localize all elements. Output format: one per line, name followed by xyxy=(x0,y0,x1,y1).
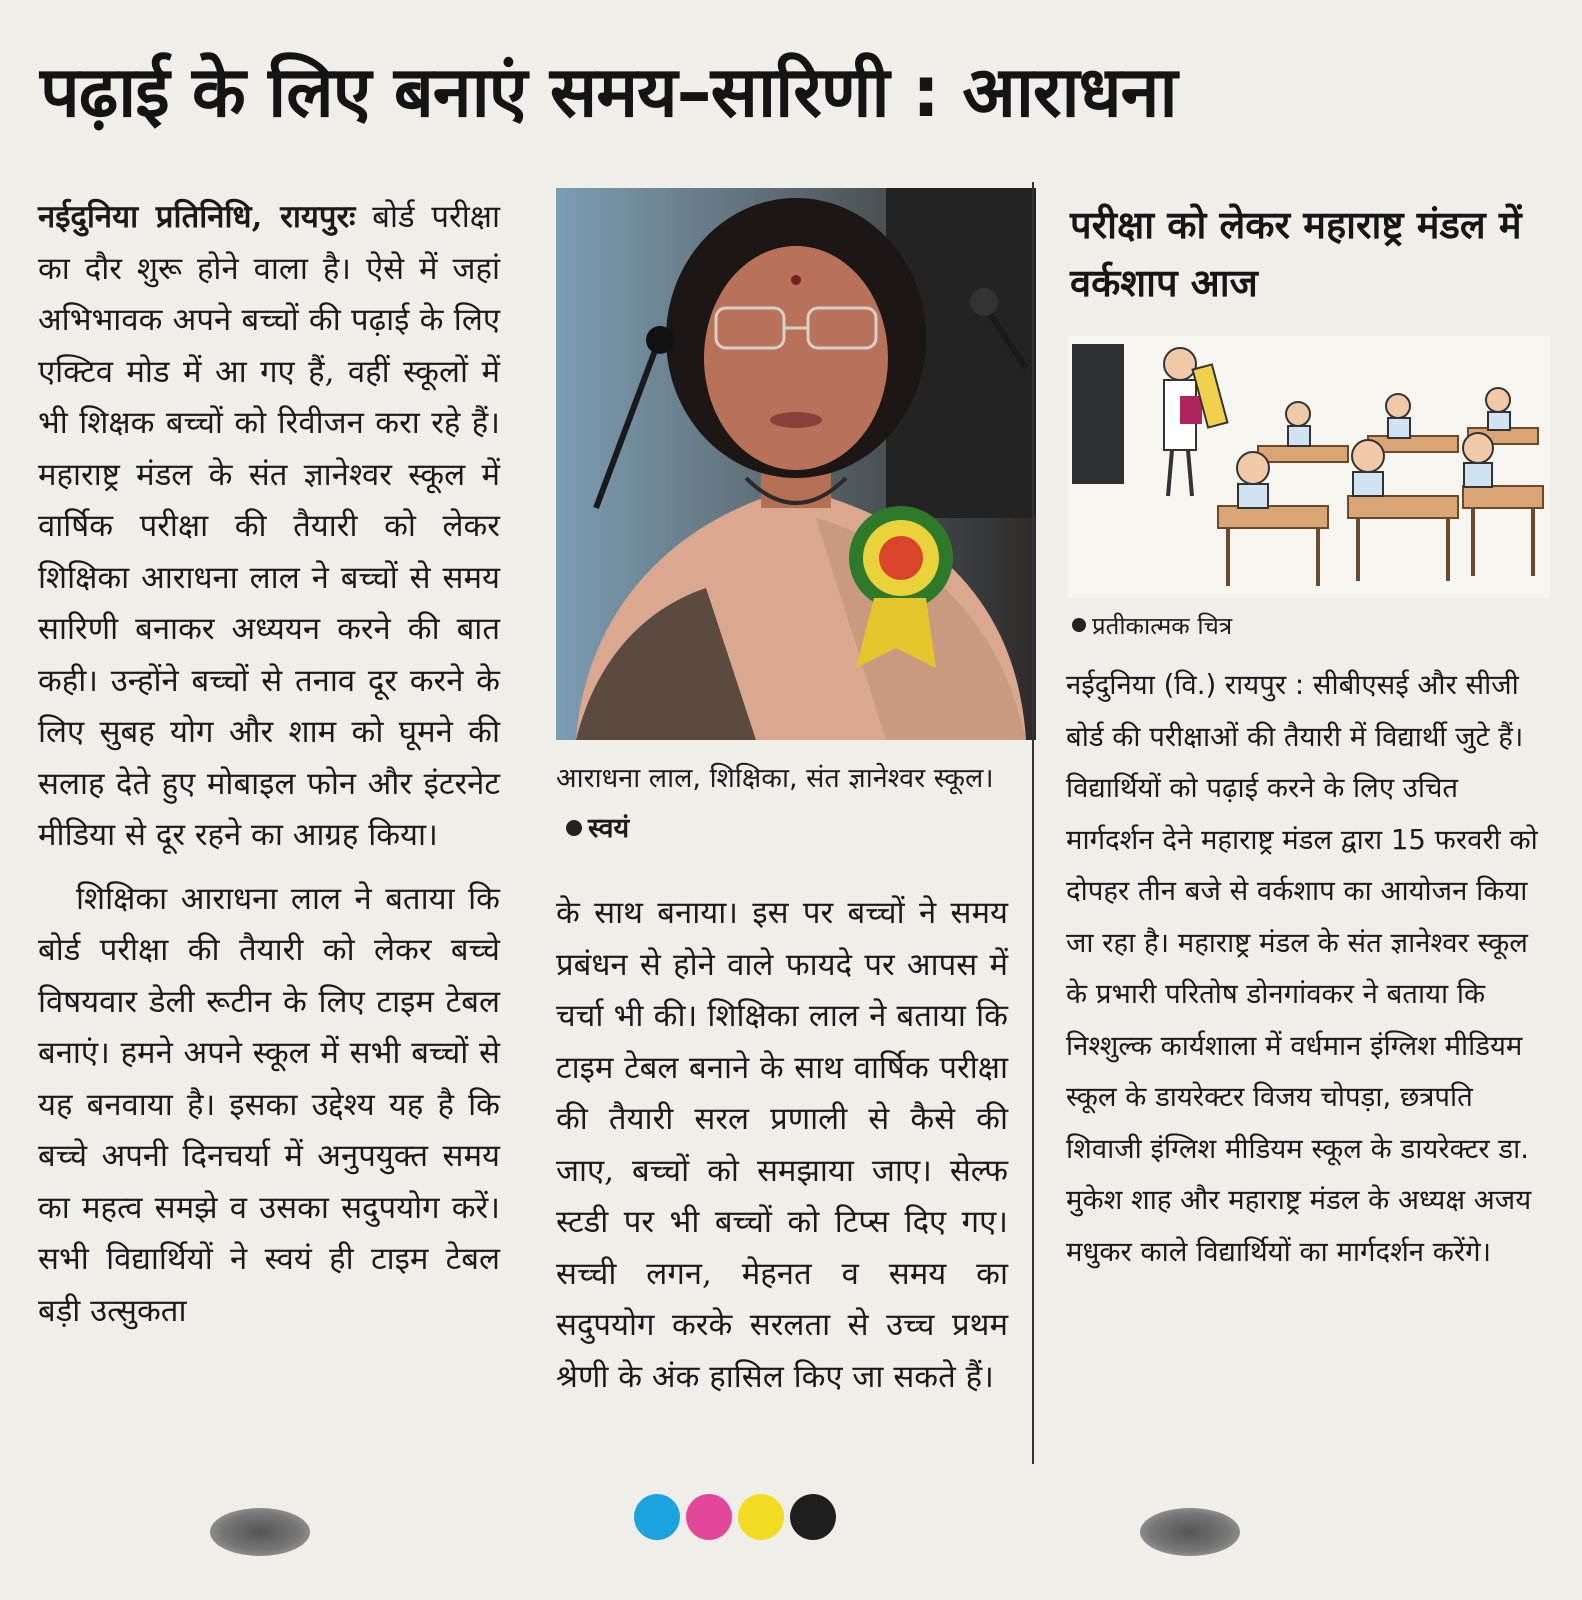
black-registration-mark xyxy=(790,1494,836,1540)
yellow-registration-mark xyxy=(738,1494,784,1540)
article-paragraph-1 xyxy=(38,192,500,862)
bullet-icon xyxy=(566,820,582,836)
cyan-registration-mark xyxy=(634,1494,680,1540)
illustration-caption xyxy=(1072,606,1232,646)
side-article-paragraph: नईदुनिया (वि.) रायपुर : सीबीएसई और सीजी बोर्ड की परीक्षाओं की तैयारी में विद्यार्थी जुटे हैं। विद्यार्थियों को पढ़ाई करने के लिए उचित मार्गदर्शन देने महाराष्ट्र मंडल द्वारा 15 फरवरी को दोपहर तीन बजे से वर्कशाप का आयोजन किया जा रहा है। महाराष्ट्र मंडल के संत ज्ञानेश्वर स्कूल के प्रभारी परितोष डोनगांवकर ने बताया कि निश्शुल्क कार्यशाला में वर्धमान इंग्लिश मीडियम स्कूल के डायरेक्टर विजय चोपड़ा, छत्रपति शिवाजी इंग्लिश मीडियम स्कूल के डायरेक्टर डा. मुकेश शाह और महाराष्ट्र मंडल के अध्यक्ष अजय मधुकर काले विद्यार्थियों का मार्गदर्शन करेंगे। xyxy=(1066,669,1538,1268)
photo-credit: स्वयं xyxy=(588,813,630,844)
classroom-illustration xyxy=(1068,336,1550,598)
ink-smudge-right xyxy=(1140,1508,1240,1556)
classroom-illustration-drawing xyxy=(1068,336,1550,598)
bullet-icon xyxy=(1072,618,1086,632)
side-article-body xyxy=(1066,660,1548,1278)
magenta-registration-mark xyxy=(686,1494,732,1540)
side-article-title: परीक्षा को लेकर महाराष्ट्र मंडल में वर्कशाप आज xyxy=(1070,203,1522,305)
headline: पढ़ाई के लिए बनाएं समय–सारिणी : आराधना xyxy=(40,51,1177,133)
column-divider xyxy=(1032,182,1034,1464)
photo-caption xyxy=(556,754,1012,854)
dateline: नईदुनिया प्रतिनिधि, रायपुरः xyxy=(38,199,356,235)
article-paragraph-2: शिक्षिका आराधना लाल ने बताया कि बोर्ड परीक्षा की तैयारी को लेकर बच्चे विषयवार डेली रूटीन के लिए टाइम टेबल बनाएं। हमने अपने स्कूल में सभी बच्चों से यह बनवाया है। इसका उद्देश्य यह है कि बच्चे अपनी दिनचर्या में अनुपयुक्त समय का महत्व समझे व उसका सदुपयोग करें। सभी विद्यार्थियों ने स्वयं ही टाइम टेबल बड़ी उत्सुकता xyxy=(38,880,500,1329)
photo-caption-text: आराधना लाल, शिक्षिका, संत ज्ञानेश्वर स्कूल। xyxy=(556,763,994,794)
article-column-2 xyxy=(556,888,1008,1403)
teacher-photo-illustration xyxy=(556,188,1036,740)
teacher-photo xyxy=(556,188,1036,740)
paragraph-1-body: बोर्ड परीक्षा का दौर शुरू होने वाला है। ऐसे में जहां अभिभावक अपने बच्चों की पढ़ाई के लिए एक्टिव मोड में आ गए हैं, वहीं स्कूलों में भी शिक्षक बच्चों को रिवीजन करा रहे हैं। महाराष्ट्र मंडल के संत ज्ञानेश्वर स्कूल में वार्षिक परीक्षा की तैयारी को लेकर शिक्षिका आराधना लाल ने बच्चों से समय सारिणी बनाकर अध्ययन करने की बात कही। उन्होंने बच्चों से तनाव दूर करने के लिए सुबह योग और शाम को घूमने की सलाह देते हुए मोबाइल फोन और इंटरनेट मीडिया से दूर रहने का आग्रह किया। xyxy=(38,199,500,853)
ink-smudge-left xyxy=(210,1508,310,1556)
article-paragraph-2-continued: के साथ बनाया। इस पर बच्चों ने समय प्रबंधन से होने वाले फायदे पर आपस में चर्चा भी की। शिक्षिका लाल ने बताया कि टाइम टेबल बनाने के साथ वार्षिक परीक्षा की तैयारी सरल प्रणाली से कैसे की जाए, बच्चों को समझाया जाए। सेल्फ स्टडी पर भी बच्चों को टिप्स दिए गए। सच्ची लगन, मेहनत व समय का सदुपयोग करके सरलता से उच्च प्रथम श्रेणी के अंक हासिल किए जा सकते हैं। xyxy=(556,895,1008,1395)
illustration-caption-text: प्रतीकात्मक चित्र xyxy=(1092,612,1233,640)
article-column-1 xyxy=(38,192,500,1337)
